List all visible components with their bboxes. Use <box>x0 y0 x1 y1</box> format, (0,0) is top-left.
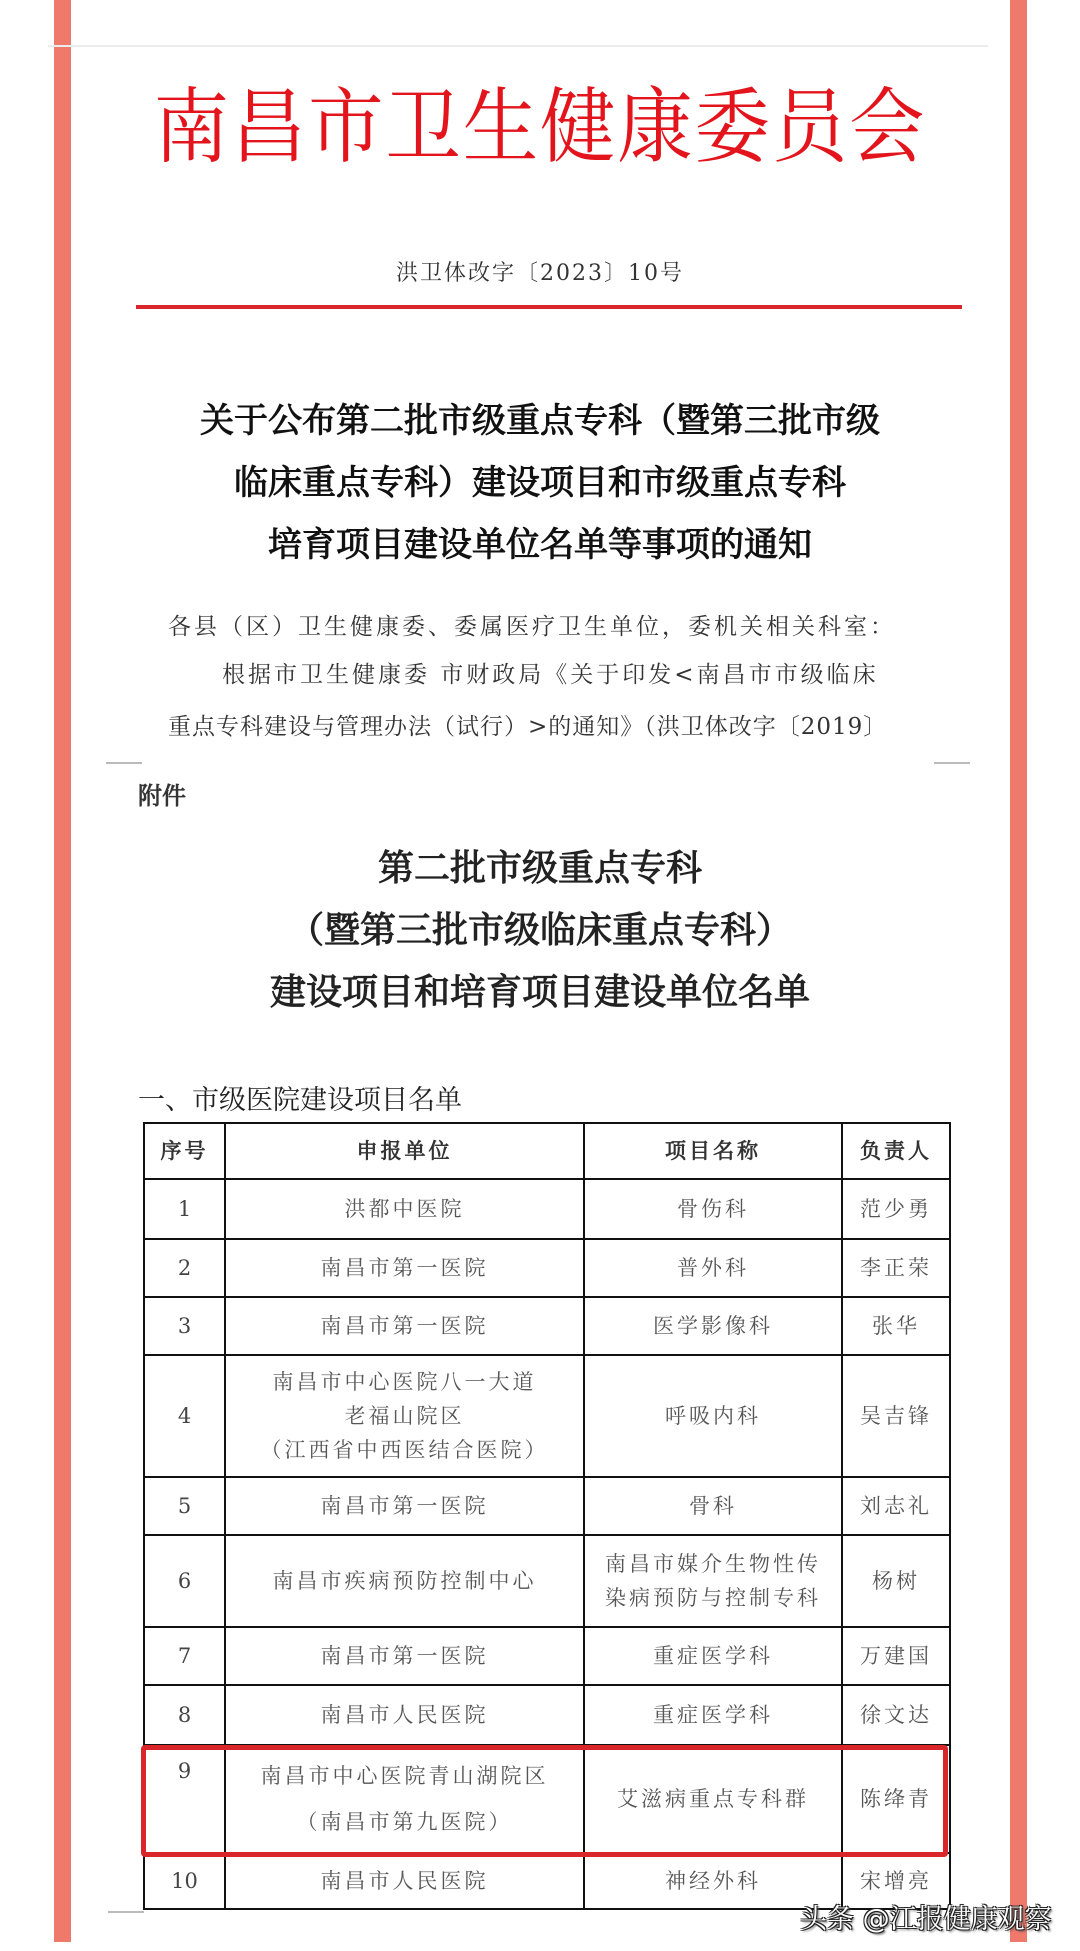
page-corner-mark <box>108 1911 144 1913</box>
top-divider <box>48 45 988 47</box>
cell-unit-line: 南昌市中心医院青山湖院区 <box>260 1764 549 1788</box>
cell-no: 7 <box>144 1627 225 1685</box>
table-row <box>144 1535 950 1627</box>
cell-no: 5 <box>144 1477 225 1535</box>
table-row <box>144 1685 950 1745</box>
cell-project: 重症医学科 <box>584 1627 842 1685</box>
cell-unit <box>225 1745 584 1853</box>
cell-project-line: 南昌市媒介生物性传 <box>605 1552 821 1576</box>
table-row <box>144 1297 950 1355</box>
cell-no: 1 <box>144 1179 225 1239</box>
cell-lead: 吴吉锋 <box>842 1355 950 1477</box>
cell-no: 4 <box>144 1355 225 1477</box>
cell-project-line: 染病预防与控制专科 <box>605 1586 821 1610</box>
cell-project: 重症医学科 <box>584 1685 842 1745</box>
header-project: 项目名称 <box>584 1123 842 1179</box>
project-list-table <box>143 1122 951 1910</box>
cell-unit: 南昌市第一医院 <box>225 1477 584 1535</box>
notice-title <box>140 390 940 576</box>
cell-project: 骨伤科 <box>584 1179 842 1239</box>
cell-unit-line: 南昌市中心医院八一大道 <box>272 1370 537 1394</box>
page-corner-mark <box>934 762 970 764</box>
attachment-title-line: 第二批市级重点专科 <box>377 848 702 889</box>
cell-project: 医学影像科 <box>584 1297 842 1355</box>
cell-lead: 李正荣 <box>842 1239 950 1297</box>
org-title: 南昌市卫生健康委员会 <box>153 80 927 175</box>
cell-no: 6 <box>144 1535 225 1627</box>
cell-project: 艾滋病重点专科群 <box>584 1745 842 1853</box>
cell-lead: 万建国 <box>842 1627 950 1685</box>
body-text-line: 重点专科建设与管理办法（试行）>的通知》（洪卫体改字〔2019〕 <box>168 714 888 740</box>
cell-lead: 范少勇 <box>842 1179 950 1239</box>
cell-project: 呼吸内科 <box>584 1355 842 1477</box>
cell-unit: 南昌市人民医院 <box>225 1853 584 1909</box>
cell-unit: 洪都中医院 <box>225 1179 584 1239</box>
page-corner-mark <box>106 762 142 764</box>
cell-no: 8 <box>144 1685 225 1745</box>
cell-project: 普外科 <box>584 1239 842 1297</box>
body-text-line: 根据市卫生健康委 市财政局《关于印发<南昌市市级临床 <box>222 662 879 688</box>
cell-lead: 陈绛青 <box>842 1745 950 1853</box>
left-frame-border <box>54 0 71 1942</box>
cell-no: 3 <box>144 1297 225 1355</box>
table-row <box>144 1355 950 1477</box>
attachment-title <box>140 838 940 1024</box>
cell-lead: 杨树 <box>842 1535 950 1627</box>
cell-no: 10 <box>144 1853 225 1909</box>
table-row <box>144 1239 950 1297</box>
notice-title-line: 临床重点专科）建设项目和市级重点专科 <box>234 463 846 503</box>
cell-unit-line: 老福山院区 <box>344 1404 465 1428</box>
table-header-row <box>144 1123 950 1179</box>
attachment-title-line: 建设项目和培育项目建设单位名单 <box>269 972 810 1013</box>
cell-project <box>584 1535 842 1627</box>
attachment-title-line: （暨第三批市级临床重点专科） <box>287 910 792 951</box>
salutation: 各县（区）卫生健康委、委属医疗卫生单位，委机关相关科室： <box>168 614 896 640</box>
cell-unit <box>225 1355 584 1477</box>
cell-project: 神经外科 <box>584 1853 842 1909</box>
table-row-highlighted <box>144 1745 950 1853</box>
cell-lead: 徐文达 <box>842 1685 950 1745</box>
header-unit: 申报单位 <box>225 1123 584 1179</box>
cell-lead: 张华 <box>842 1297 950 1355</box>
red-divider <box>136 305 962 309</box>
notice-title-line: 关于公布第二批市级重点专科（暨第三批市级 <box>200 401 880 441</box>
right-frame-border <box>1010 0 1027 1942</box>
cell-unit: 南昌市疾病预防控制中心 <box>225 1535 584 1627</box>
cell-unit-line: （南昌市第九医院） <box>296 1810 513 1834</box>
source-watermark: 头条 @江报健康观察 <box>800 1904 1052 1935</box>
cell-no: 2 <box>144 1239 225 1297</box>
cell-unit: 南昌市第一医院 <box>225 1239 584 1297</box>
cell-no: 9 <box>144 1745 225 1853</box>
table-row <box>144 1627 950 1685</box>
header-lead: 负责人 <box>842 1123 950 1179</box>
cell-unit: 南昌市人民医院 <box>225 1685 584 1745</box>
table-row <box>144 1179 950 1239</box>
header-no: 序号 <box>144 1123 225 1179</box>
cell-lead: 刘志礼 <box>842 1477 950 1535</box>
notice-title-line: 培育项目建设单位名单等事项的通知 <box>268 525 812 565</box>
cell-unit: 南昌市第一医院 <box>225 1297 584 1355</box>
section-heading: 一、市级医院建设项目名单 <box>138 1085 462 1116</box>
table-row <box>144 1477 950 1535</box>
cell-unit-line: （江西省中西医结合医院） <box>260 1438 549 1462</box>
cell-project: 骨科 <box>584 1477 842 1535</box>
cell-unit: 南昌市第一医院 <box>225 1627 584 1685</box>
document-number: 洪卫体改字〔2023〕10号 <box>396 261 684 286</box>
cell-lead: 宋增亮 <box>842 1853 950 1909</box>
attachment-label: 附件 <box>138 782 186 810</box>
